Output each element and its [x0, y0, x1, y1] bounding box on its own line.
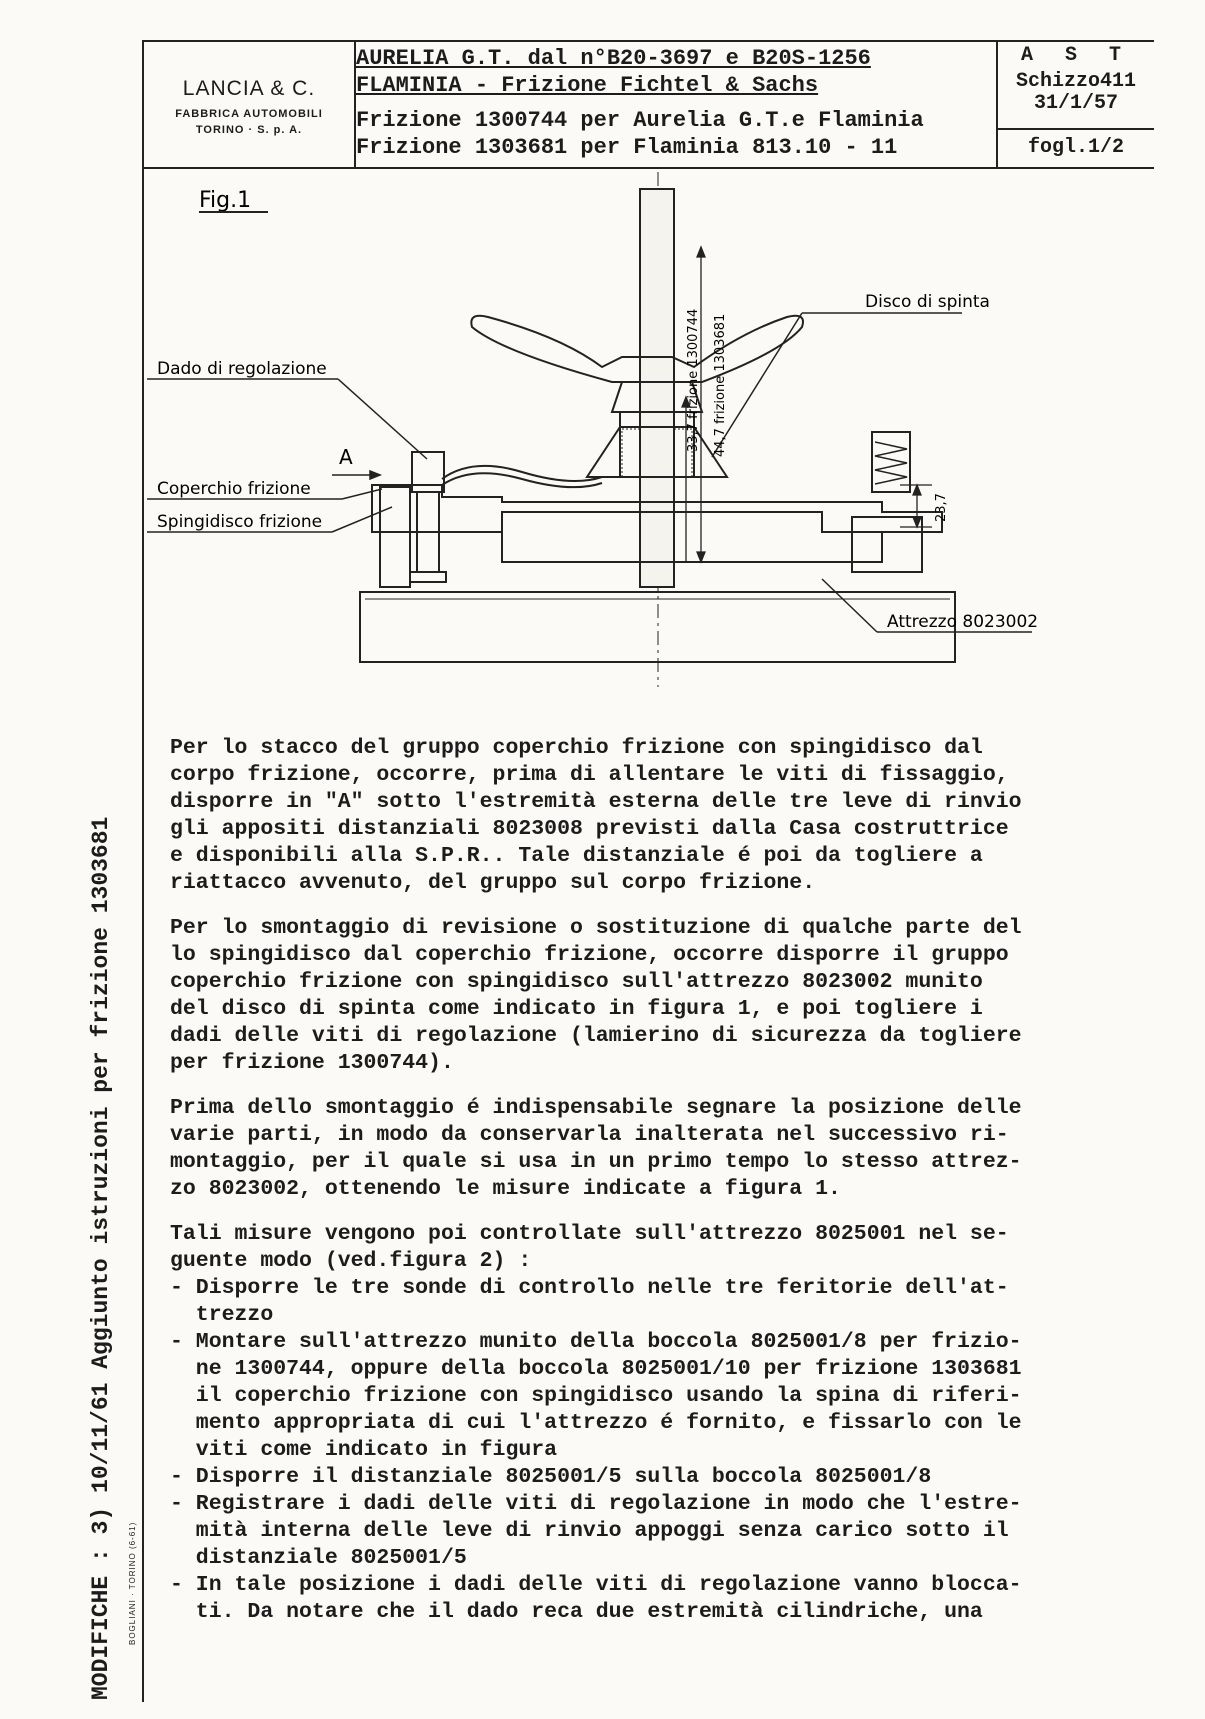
label-point-a: A [339, 445, 353, 469]
list-item: - In tale posizione i dadi delle viti di regolazione vanno blocca- [170, 1573, 1022, 1597]
paragraph-4: Tali misure vengono poi controllate sull'attrezzo 8025001 nel se- guente modo (ved.figura 2) : [170, 1222, 1009, 1273]
ref-sketch: Schizzo411 [1015, 70, 1137, 93]
title-line-4: Frizione 1303681 per Flaminia 813.10 - 11 [356, 135, 898, 160]
ref-date: 31/1/57 [1033, 92, 1118, 115]
printer-mark: BOGLIANI · TORINO (6-61) [128, 1521, 137, 1645]
ref-sheet: fogl.1/2 [998, 128, 1154, 159]
paragraph-2: Per lo smontaggio di revisione o sostituzione di qualche parte del lo spingidisco dal coperchio frizione, occorre disporre il gruppo coperchio frizione con spingidisco sull'attrezzo 8023002 munito del disco di spinta come indicato in figura 1, e poi togliere i dadi delle viti di regolazione (lamierino di sicurezza da togliere per frizione 1300744). [170, 916, 1022, 1075]
dimension-447: 44,7 frizione 1303681 [713, 313, 728, 457]
label-adjusting-nut: Dado di regolazione [157, 359, 327, 379]
ref-code: A S T [1020, 44, 1131, 67]
list-item: - Disporre il distanziale 8025001/5 sulla boccola 8025001/8 [170, 1465, 932, 1489]
figure-1 [142, 167, 1152, 702]
list-item: - Disporre le tre sonde di controllo nelle tre feritorie dell'at- [170, 1276, 1009, 1300]
label-clutch-cover: Coperchio frizione [157, 479, 311, 499]
list-item: viti come indicato in figura [170, 1438, 558, 1462]
list-item: ti. Da notare che il dado reca due estremità cilindriche, una [170, 1600, 983, 1624]
procedure-list [170, 1275, 1170, 1626]
list-item: trezzo [170, 1303, 274, 1327]
revision-note: MODIFICHE : 3) 10/11/61 Aggiunto istruzioni per frizione 1303681 [88, 816, 114, 1700]
company-name: LANCIA & C. [182, 77, 316, 100]
pressure-plate-right [852, 517, 922, 572]
clutch-drawing [142, 167, 1152, 702]
instructions-text [170, 735, 1170, 1626]
list-item: - Montare sull'attrezzo munito della boccola 8025001/8 per frizio- [170, 1330, 1022, 1354]
company-block [144, 42, 356, 167]
title-line-3: Frizione 1300744 per Aurelia G.T.e Flaminia [356, 108, 924, 133]
list-item: distanziale 8025001/5 [170, 1546, 467, 1570]
label-tool: Attrezzo 8023002 [887, 612, 1039, 632]
list-item: - Registrare i dadi delle viti di regolazione in modo che l'estre- [170, 1492, 1022, 1516]
list-item: il coperchio frizione con spingidisco usando la spina di riferi- [170, 1384, 1022, 1408]
dimension-337: 33,7 frizione 1300744 [686, 308, 701, 452]
label-push-disc: Disco di spinta [865, 292, 990, 312]
list-item: ne 1300744, oppure della boccola 8025001/10 per frizione 1303681 [170, 1357, 1022, 1381]
pressure-plate-left [380, 487, 410, 587]
label-pressure-plate: Spingidisco frizione [157, 512, 323, 532]
reference-block [998, 42, 1154, 167]
title-block [144, 42, 1154, 169]
t-handle [471, 316, 803, 382]
dimension-237: 23,7 [934, 493, 949, 522]
document-title-block [356, 42, 998, 167]
list-item: mità interna delle leve di rinvio appoggi senza carico sotto il [170, 1519, 1009, 1543]
company-subtitle: FABBRICA AUTOMOBILI [175, 108, 323, 120]
paragraph-1: Per lo stacco del gruppo coperchio frizione con spingidisco dal corpo frizione, occorre, prima di allentare le viti di fissaggio, disporre in "A" sotto l'estremità esterna delle tre leve di rinvio gli appositi distanziali 8023008 previsti dalla Casa costruttrice e disponibili alla S.P.R.. Tale distanziale é poi da togliere a riattacco avvenuto, del gruppo sul corpo frizione. [170, 736, 1022, 895]
center-shaft [640, 189, 674, 587]
paragraph-3: Prima dello smontaggio é indispensabile segnare la posizione delle varie parti, in modo da conservarla inalterata nel successivo ri- montaggio, per il quale si usa in un primo tempo lo stesso attrez- zo 8023002, ottenendo le misure indicate a figura 1. [170, 1096, 1022, 1201]
title-line-1: AURELIA G.T. dal n°B20-3697 e B20S-1256 [356, 46, 871, 71]
title-line-2: FLAMINIA - Frizione Fichtel & Sachs [356, 73, 819, 98]
company-city: TORINO · S. p. A. [195, 124, 303, 136]
figure-title: Fig.1 [199, 188, 252, 213]
list-item: mento appropriata di cui l'attrezzo é fornito, e fissarlo con le [170, 1411, 1022, 1435]
